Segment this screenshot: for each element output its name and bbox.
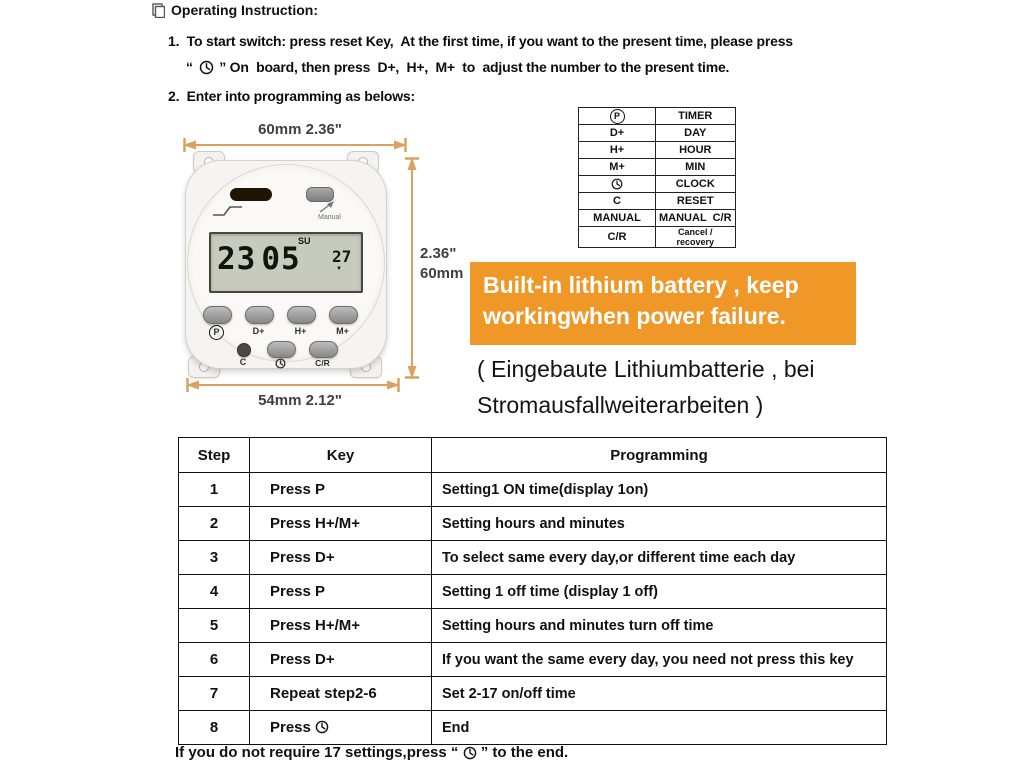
key-symbol-clock (579, 176, 656, 193)
key-meaning: MIN (656, 159, 736, 176)
table-row (179, 643, 887, 677)
column-header-key: Key (250, 438, 432, 473)
lcd-minutes: 05 (261, 241, 301, 277)
lcd-caret-icon: ▼ (336, 266, 342, 272)
key-symbol-manual: MANUAL (579, 210, 656, 227)
key-symbol-timer (579, 108, 656, 125)
clock-icon (463, 746, 477, 760)
page-title: Operating Instruction: (171, 2, 318, 18)
programming-cell: Set 2-17 on/off time (432, 677, 887, 711)
table-row (179, 507, 887, 541)
step-cell: 4 (179, 575, 250, 609)
dimension-bottom-arrow (186, 378, 400, 392)
step-cell: 1 (179, 473, 250, 507)
timer-button-c (237, 343, 251, 357)
key-cell: Repeat step2-6 (250, 677, 432, 711)
key-cell: Press H+/M+ (250, 609, 432, 643)
timer-button-cr (309, 341, 338, 358)
timer-button-dplus (245, 306, 274, 324)
german-note-line1: ( Eingebaute Lithiumbatterie , bei (477, 356, 815, 382)
key-symbol-min: M+ (579, 159, 656, 176)
battery-banner-line2: workingwhen power failure. (483, 302, 786, 329)
lcd-day-of-week: SU (298, 236, 311, 246)
clock-icon (199, 60, 214, 75)
programming-cell: End (432, 711, 887, 745)
table-row (579, 142, 736, 159)
instruction-step-1-continued (186, 59, 729, 75)
german-note (477, 352, 815, 423)
table-header-row (179, 438, 887, 473)
key-symbol-reset: C (579, 193, 656, 210)
step-cell: 3 (179, 541, 250, 575)
manual-switch-slot (230, 188, 272, 201)
step-cell: 5 (179, 609, 250, 643)
timer-button-mplus (329, 306, 358, 324)
programming-cell: Setting1 ON time(display 1on) (432, 473, 887, 507)
button-label-mplus: M+ (336, 326, 349, 336)
key-meaning: Cancel / recovery (656, 227, 736, 248)
timer-button-p (203, 306, 232, 324)
programming-cell: If you want the same every day, you need not press this key (432, 643, 887, 677)
table-row (579, 227, 736, 248)
key-meaning: HOUR (656, 142, 736, 159)
dimension-bottom-label: 54mm 2.12" (258, 392, 342, 409)
table-row (179, 473, 887, 507)
programming-cell: Setting 1 off time (display 1 off) (432, 575, 887, 609)
key-cell: Press P (250, 575, 432, 609)
key-cell: Press P (250, 473, 432, 507)
header (152, 2, 318, 18)
quote-open: “ (186, 59, 197, 75)
key-meaning: DAY (656, 125, 736, 142)
button-label-c: C (239, 357, 247, 367)
button-label-p (203, 325, 230, 340)
lcd-seconds: 27 (332, 247, 352, 266)
footer-note (175, 744, 568, 761)
instruction-step-1: 1. To start switch: press reset Key, At the first time, if you want to the present time, please press (168, 33, 793, 49)
dimension-top-label: 60mm 2.36" (258, 121, 342, 138)
manual-arrow-icon (318, 200, 336, 214)
lcd-hours: 23 (217, 241, 257, 277)
footer-note-pre: If you do not require 17 settings,press “ (175, 744, 463, 761)
circled-p-icon: P (610, 109, 625, 124)
key-meaning: MANUAL C/R (656, 210, 736, 227)
key-meaning: CLOCK (656, 176, 736, 193)
german-note-line2: Stromausfallweiterarbeiten ) (477, 391, 764, 418)
dimension-right-arrow (405, 157, 419, 379)
key-symbol-cr: C/R (579, 227, 656, 248)
battery-banner (470, 262, 856, 345)
instruction-step-1-text: ” On board, then press D+, H+, M+ to adjust the number to the present time. (215, 59, 730, 75)
table-row (579, 159, 736, 176)
clock-icon (611, 178, 623, 190)
table-row (179, 541, 887, 575)
footer-note-post: ” to the end. (476, 744, 569, 761)
table-row (179, 677, 887, 711)
battery-banner-line1: Built-in lithium battery , keep (483, 272, 799, 298)
dimension-right-inches: 2.36" (420, 245, 457, 262)
column-header-step: Step (179, 438, 250, 473)
key-symbol-hour: H+ (579, 142, 656, 159)
clock-icon (275, 358, 286, 369)
button-label-clock (267, 358, 294, 369)
programming-cell: Setting hours and minutes turn off time (432, 609, 887, 643)
clock-icon (315, 720, 329, 734)
step-cell: 2 (179, 507, 250, 541)
document-icon (152, 3, 165, 18)
table-row (579, 193, 736, 210)
table-row (179, 711, 887, 745)
step-cell: 8 (179, 711, 250, 745)
key-meaning: RESET (656, 193, 736, 210)
dimension-right-mm: 60mm (420, 265, 464, 283)
programming-cell: Setting hours and minutes (432, 507, 887, 541)
step-cell: 7 (179, 677, 250, 711)
programming-table (178, 437, 887, 745)
button-label-dplus: D+ (252, 326, 265, 336)
table-row (179, 609, 887, 643)
programming-cell: To select same every day,or different time each day (432, 541, 887, 575)
column-header-programming: Programming (432, 438, 887, 473)
instruction-step-2: 2. Enter into programming as belows: (168, 88, 415, 104)
table-row (179, 575, 887, 609)
key-cell: Press H+/M+ (250, 507, 432, 541)
button-label-cr: C/R (315, 358, 330, 368)
timer-button-hplus (287, 306, 316, 324)
key-meaning: TIMER (656, 108, 736, 125)
key-cell-text: Press (270, 719, 316, 736)
step-cell: 6 (179, 643, 250, 677)
key-cell: Press D+ (250, 643, 432, 677)
timer-button-clock (267, 341, 296, 358)
key-symbol-day: D+ (579, 125, 656, 142)
table-row (579, 108, 736, 125)
switch-waveform-icon (212, 204, 244, 218)
key-legend-table (578, 107, 736, 248)
table-row (579, 176, 736, 193)
table-row (579, 210, 736, 227)
lcd-time (217, 241, 301, 277)
key-cell (250, 711, 432, 745)
button-label-hplus: H+ (294, 326, 307, 336)
table-row (579, 125, 736, 142)
circled-p-icon: P (209, 325, 224, 340)
key-cell: Press D+ (250, 541, 432, 575)
dimension-top-arrow (183, 138, 407, 152)
manual-label: Manual (318, 214, 341, 221)
